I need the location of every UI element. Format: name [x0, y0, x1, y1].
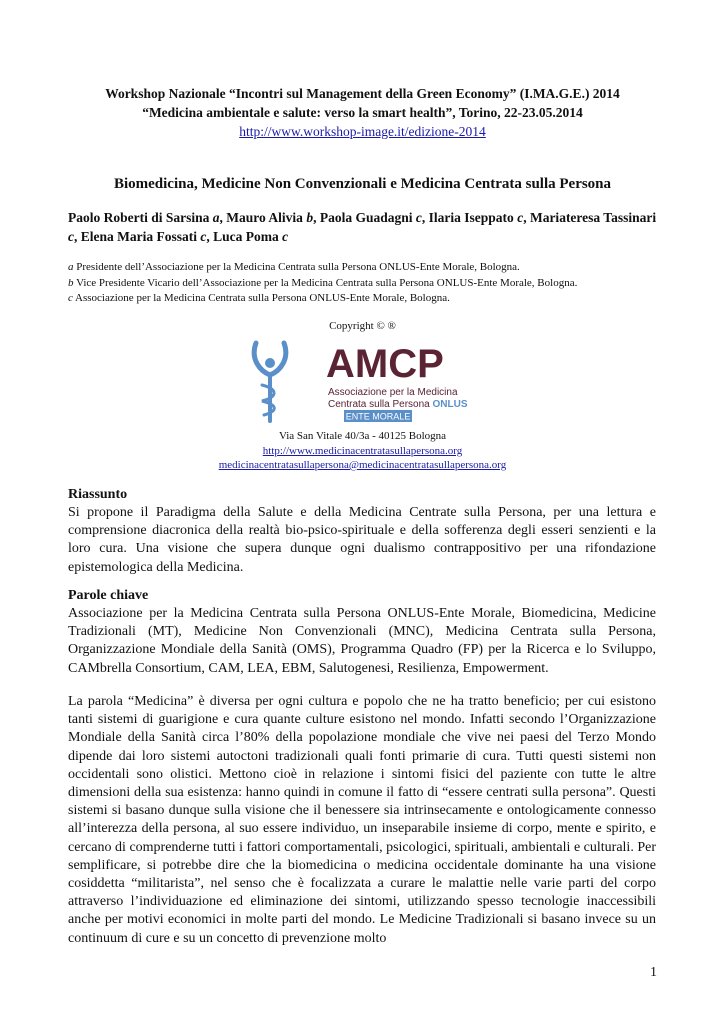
workshop-title: Workshop Nazionale “Incontri sul Management della Green Economy” (I.MA.G.E.) 2014: [105, 86, 620, 101]
workshop-header: [60, 84, 665, 141]
author-name: Paola Guadagni: [319, 210, 413, 225]
keywords-text: Associazione per la Medicina Centrata sulla Persona ONLUS-Ente Morale, Biomedicina, Medicine Tradizionali (MT), Medicine Non Convenzionali (MNC), Medicina Centrata sulla Persona, Organizzazione Mondiale della Sanità (OMS), Programma Quadro (FP) per la Ricerca e lo Sviluppo, CAMbrella Consortium, CAM, LEA, EBM, Salutogenesi, Resilienza, Empowerment.: [68, 606, 656, 676]
body-paragraph: La parola “Medicina” è diversa per ogni cultura e popolo che ne ha tratto beneficio; per cui esistono tanti sistemi di guarigione e cura quante culture esistono nel mondo. Infatti secondo l’Organizzazione Mondiale della Sanità circa l’80% della popolazione mondiale che vive nei paesi del Terzo Mondo dipende dai loro sistemi autoctoni tradizionali quali fonti primarie di cura. Tutti questi sistemi non occidentali sono olistici. Mettono cioè in relazione i sintomi fisici del paziente con tutte le altre dimensioni della sua esistenza: hanno quindi in comune il fatto di “essere centrati sulla persona”. Questi sistemi si basano dunque sulla visione che il benessere sia intrinsecamente e ontologicamente connesso all’interezza della persona, al suo essere individuo, un inseparabile insieme di corpo, mente e spirito, e cercano di comprenderne tutti i fattori comportamentali, psicologici, spirituali, ambientali e culturali. Per semplificare, si potrebbe dire che la biomedicina o medicina occidentale dominante ha una visione cosiddetta “militarista”, nel senso che è focalizzata a curare le malattie nelle varie parti del corpo attraverso l’individuazione ed eliminazione dei sintomi, utilizzando spesso tecnologie inaccessibili anche per motivi economici in molte parti del mondo. Le Medicine Tradizionali si basano invece su un continuum di cure e su un concetto di prevenzione molto: [68, 694, 656, 946]
author-name: Luca Poma: [213, 229, 279, 244]
author-affiliation-mark: c: [517, 210, 524, 225]
author-affiliation-mark: c: [415, 210, 422, 225]
logo-line1: Associazione per la Medicina: [328, 387, 458, 398]
author-name: Elena Maria Fossati: [80, 229, 197, 244]
author-list: Paolo Roberti di Sarsina a, Mauro Alivia b, Paola Guadagni c, Ilaria Iseppato c, Mariateresa Tassinari c, Elena Maria Fossati c, Luca Poma c: [68, 210, 657, 244]
workshop-link[interactable]: http://www.workshop-image.it/edizione-2014: [239, 124, 486, 139]
abstract-heading: Riassunto: [68, 487, 128, 502]
copyright-notice: Copyright © ®: [329, 320, 396, 332]
author-affiliation-mark: c: [200, 229, 207, 244]
author-name: Mariateresa Tassinari: [529, 210, 657, 225]
affiliation-item: b Vice Presidente Vicario dell’Associazione per la Medicina Centrata sulla Persona ONLUS-Ente Morale, Bologna.: [68, 276, 578, 289]
logo-line2: Centrata sulla Persona ONLUS: [328, 399, 468, 410]
author-name: Paolo Roberti di Sarsina: [68, 210, 210, 225]
website-link[interactable]: http://www.medicinacentratasullapersona.org: [262, 444, 463, 457]
address-street: Via San Vitale 40/3a - 40125 Bologna: [278, 430, 447, 442]
affiliation-list: [68, 260, 668, 307]
keywords-heading: Parole chiave: [68, 588, 149, 603]
page-number: 1: [650, 965, 657, 980]
amcp-logo: [248, 337, 488, 427]
logo-line3: ENTE MORALE: [345, 411, 411, 422]
caduceus-icon: [254, 343, 286, 421]
affiliation-item: c Associazione per la Medicina Centrata sulla Persona ONLUS-Ente Morale, Bologna.: [68, 292, 450, 304]
author-affiliation-mark: c: [68, 229, 74, 244]
workshop-subtitle: “Medicina ambientale e salute: verso la smart health”, Torino, 22-23.05.2014: [142, 105, 583, 120]
author-affiliation-mark: a: [212, 210, 220, 225]
author-affiliation-mark: b: [306, 210, 314, 225]
email-link[interactable]: medicinacentratasullapersona@medicinacentratasullapersona.org: [218, 459, 507, 471]
paper-title: Biomedicina, Medicine Non Convenzionali e Medicina Centrata sulla Persona: [113, 176, 612, 192]
logo-acronym: AMCP: [326, 342, 444, 386]
author-name: Mauro Alivia: [226, 210, 303, 225]
affiliation-item: a Presidente dell’Associazione per la Medicina Centrata sulla Persona ONLUS-Ente Morale, Bologna.: [68, 261, 520, 273]
author-affiliation-mark: c: [282, 229, 289, 244]
address-block: [0, 429, 725, 473]
abstract-text: Si propone il Paradigma della Salute e della Medicina Centrate sulla Persona, per una lettura e comprensione diacronica della realtà bio-psico-spirituale e della sofferenza degli esseri senzienti e la loro cura. Una visione che supera dunque ogni dualismo contrappositivo per una rifondazione epistemologica della Medicina.: [68, 505, 656, 575]
author-name: Ilaria Iseppato: [428, 210, 514, 225]
